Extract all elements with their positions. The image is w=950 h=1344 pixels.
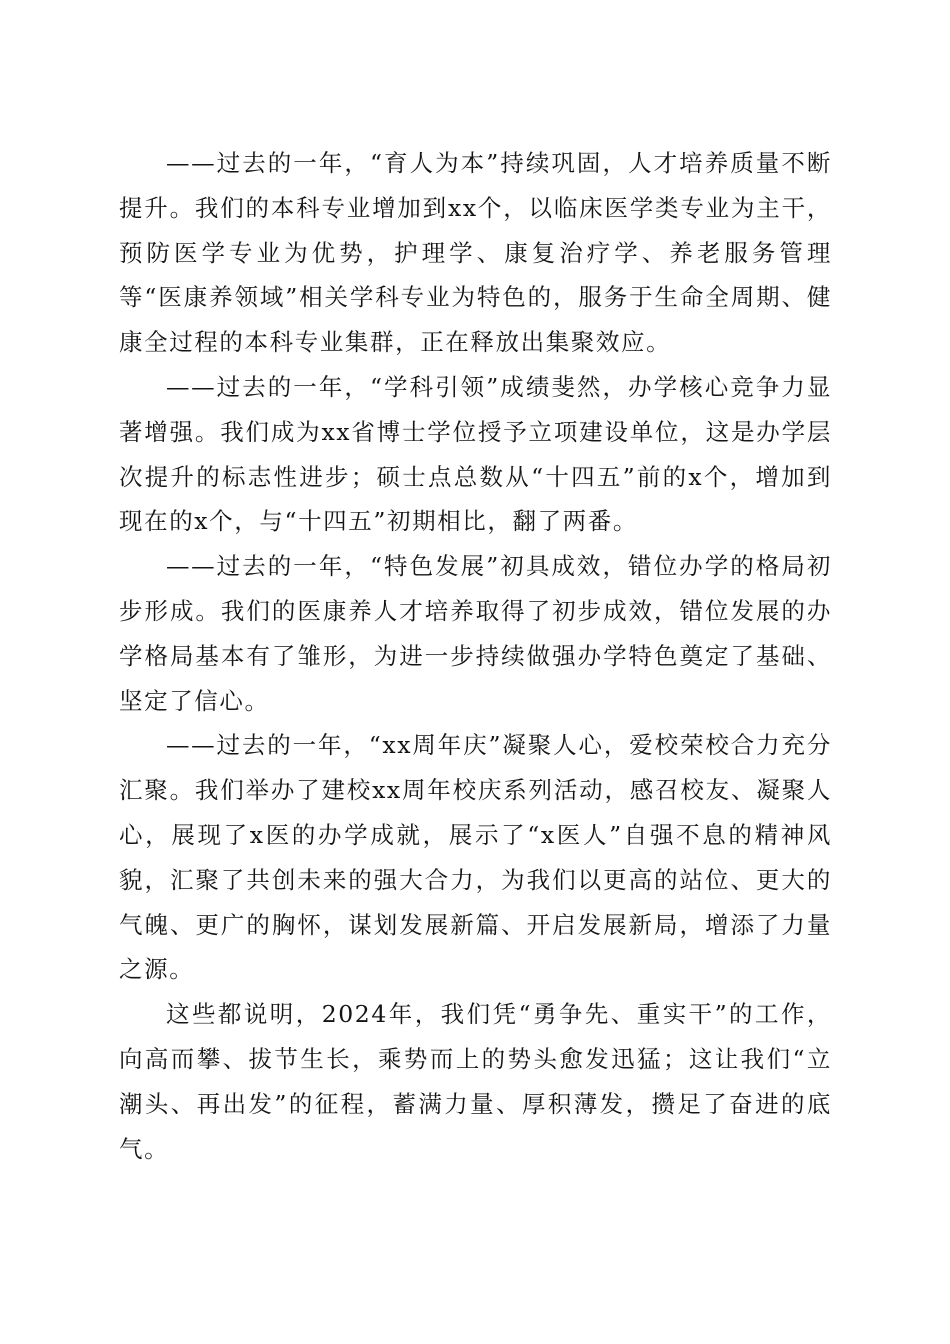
- paragraph-summary: 这些都说明，2024年，我们凭“勇争先、重实干”的工作，向高而攀、拔节生长，乘势而上的势头愈发迅猛；这让我们“立潮头、再出发”的征程，蓄满力量、厚积薄发，攒足了奋进的底气。: [119, 1000, 832, 1163]
- paragraph-discipline-leadership: ——过去的一年，“学科引领”成绩斐然，办学核心竞争力显著增强。我们成为xx省博士学位授予立项建设单位，这是办学层次提升的标志性进步；硕士点总数从“十四五”前的x个，增加到现在的x个，与“十四五”初期相比，翻了两番。: [119, 372, 832, 536]
- paragraph-talent-cultivation: ——过去的一年，“育人为本”持续巩固，人才培养质量不断提升。我们的本科专业增加到xx个，以临床医学类专业为主干，预防医学专业为优势，护理学、康复治疗学、养老服务管理等“医康养领域”相关学科专业为特色的，服务于生命全周期、健康全过程的本科专业集群，正在释放出集聚效应。: [119, 149, 832, 357]
- document-body: [119, 141, 832, 1171]
- paragraph-distinctive-development: ——过去的一年，“特色发展”初具成效，错位办学的格局初步形成。我们的医康养人才培养取得了初步成效，错位发展的办学格局基本有了雏形，为进一步持续做强办学特色奠定了基础、坚定了信心。: [119, 552, 832, 715]
- paragraph-anniversary: ——过去的一年，“xx周年庆”凝聚人心，爱校荣校合力充分汇聚。我们举办了建校xx周年校庆系列活动，感召校友、凝聚人心，展现了x医的办学成就，展示了“x医人”自强不息的精神风貌，汇聚了共创未来的强大合力，为我们以更高的站位、更大的气魄、更广的胸怀，谋划发展新篇、开启发展新局，增添了力量之源。: [119, 731, 832, 984]
